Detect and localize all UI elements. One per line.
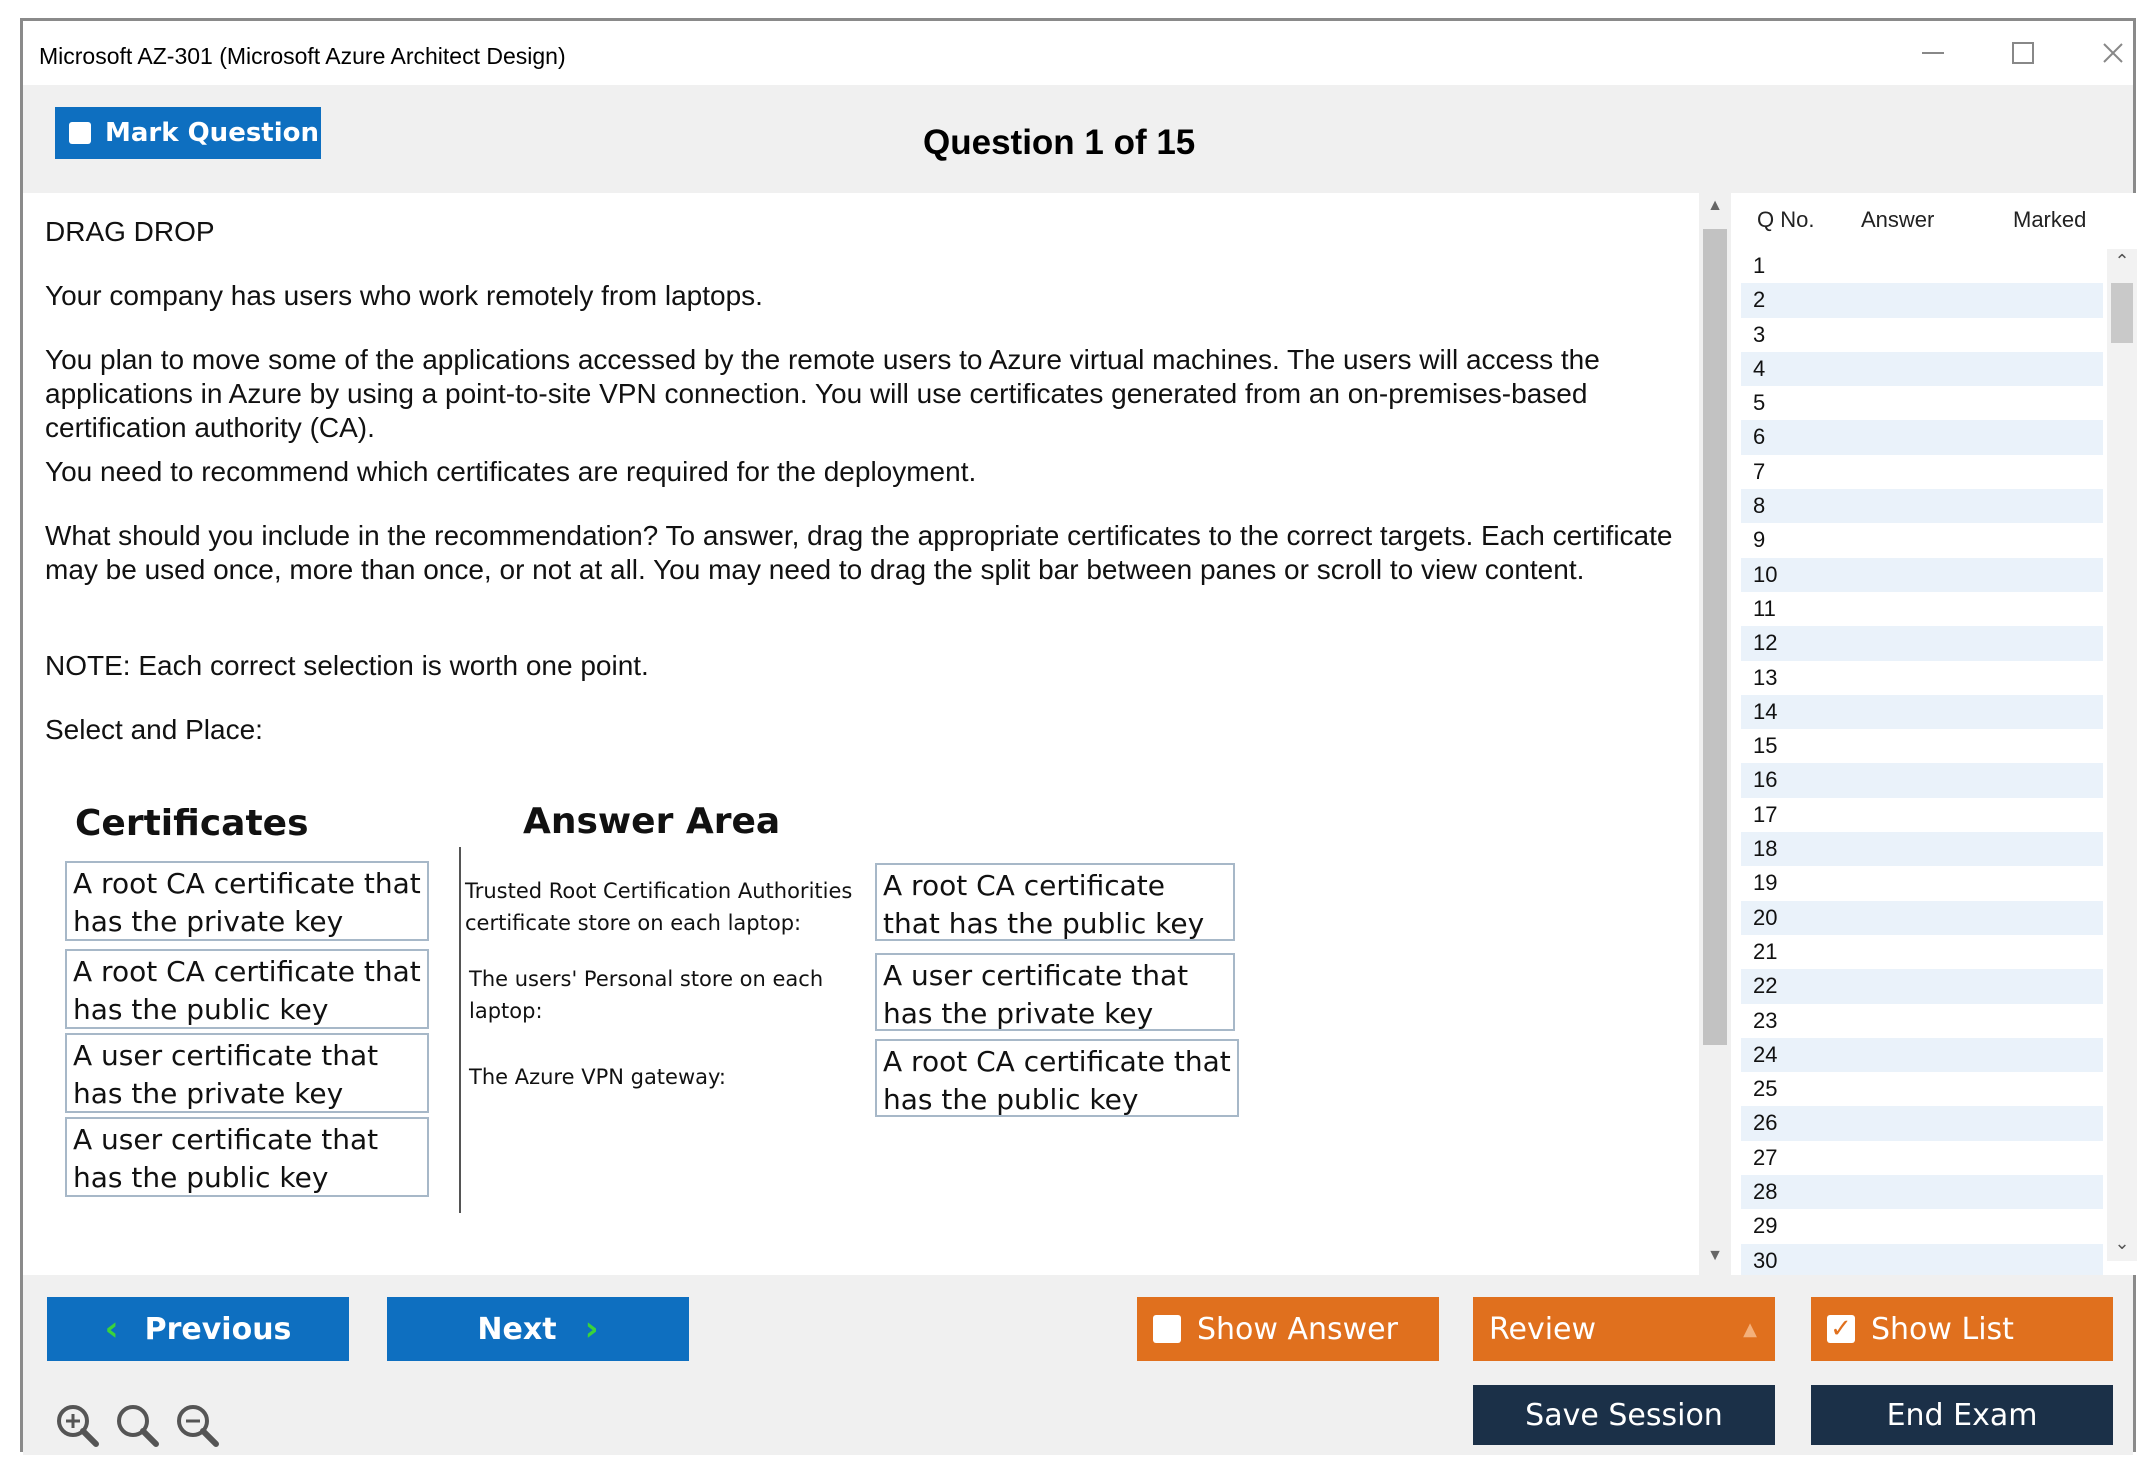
question-list-row[interactable]: 21 xyxy=(1753,938,1778,964)
question-list-row[interactable]: 30 xyxy=(1741,1244,2103,1278)
checkbox-icon xyxy=(69,122,91,144)
scroll-down-icon[interactable]: ▼ xyxy=(1707,1247,1723,1264)
question-type: DRAG DROP xyxy=(45,216,215,247)
question-paragraph: Your company has users who work remotely from laptops. xyxy=(45,280,763,311)
previous-label: Previous xyxy=(144,1311,292,1347)
question-list-row[interactable]: 22 xyxy=(1741,969,2103,1003)
certificate-option[interactable]: A root CA certificate that has the public key xyxy=(65,949,429,1029)
title-bar xyxy=(23,21,2133,85)
content-scrollbar[interactable] xyxy=(1699,193,1731,1275)
chevron-right-icon: › xyxy=(584,1309,599,1349)
question-list-row[interactable]: 12 xyxy=(1741,626,2103,660)
next-button[interactable] xyxy=(387,1297,689,1361)
target-label: The Azure VPN gateway: xyxy=(469,1065,726,1089)
answer-target-slot[interactable]: A user certificate that has the private key xyxy=(875,953,1235,1031)
target-label: The users' Personal store on each laptop: xyxy=(469,967,824,1023)
question-list-row[interactable]: 4 xyxy=(1741,352,2103,386)
question-list-row[interactable]: 20 xyxy=(1741,901,2103,935)
question-list-row[interactable]: 19 xyxy=(1753,870,1778,896)
footer-bar xyxy=(23,1275,2133,1455)
question-paragraph: You plan to move some of the applications accessed by the remote users to Azure virtual machines. The users will access the applications in Azure by using a point-to-site VPN connection. You will use certificates generated from an on-premises-based certification authority (CA). xyxy=(45,344,1600,443)
mark-question-label: Mark Question xyxy=(105,118,320,148)
marked-column-header: Marked xyxy=(2013,207,2087,232)
question-paragraph: You need to recommend which certificates are required for the deployment. xyxy=(45,456,977,487)
question-title: Question 1 of 15 xyxy=(923,123,1196,162)
chevron-left-icon: ‹ xyxy=(104,1309,119,1349)
question-list-row[interactable]: 28 xyxy=(1741,1175,2103,1209)
end-exam-label: End Exam xyxy=(1886,1397,2038,1433)
maximize-button[interactable] xyxy=(1993,33,2053,73)
answer-target-slot[interactable]: A root CA certificate that has the public key xyxy=(875,863,1235,941)
question-list-row[interactable]: 14 xyxy=(1741,695,2103,729)
question-list-row[interactable]: 23 xyxy=(1753,1007,1778,1033)
question-list-row[interactable]: 15 xyxy=(1753,733,1778,759)
answer-area-divider xyxy=(459,847,461,1213)
question-paragraph: NOTE: Each correct selection is worth one point. xyxy=(45,650,649,681)
next-label: Next xyxy=(477,1311,557,1347)
zoom-out-icon[interactable] xyxy=(173,1401,221,1449)
qno-column-header: Q No. xyxy=(1757,207,1815,232)
show-list-button[interactable] xyxy=(1811,1297,2113,1361)
chevron-up-icon[interactable]: ⌃ xyxy=(2114,251,2130,271)
question-list-row[interactable]: 24 xyxy=(1741,1038,2103,1072)
answer-column-header: Answer xyxy=(1861,207,1935,232)
question-list-header xyxy=(1731,193,2139,243)
question-list-row[interactable]: 13 xyxy=(1753,664,1778,690)
review-button[interactable] xyxy=(1473,1297,1775,1361)
question-list-row[interactable]: 25 xyxy=(1753,1076,1778,1102)
close-button[interactable] xyxy=(2083,33,2143,73)
minimize-button[interactable] xyxy=(1903,33,1963,73)
question-paragraph: Select and Place: xyxy=(45,714,263,745)
question-list-row[interactable]: 18 xyxy=(1741,832,2103,866)
question-list-row[interactable]: 5 xyxy=(1753,390,1766,416)
question-list-row[interactable]: 16 xyxy=(1741,763,2103,797)
window-title: Microsoft AZ-301 (Microsoft Azure Architect Design) xyxy=(39,43,566,69)
answer-area-title: Answer Area xyxy=(523,801,781,842)
target-label: Trusted Root Certification Authorities certificate store on each laptop: xyxy=(465,879,853,935)
question-paragraph: What should you include in the recommendation? To answer, drag the appropriate certificates to the correct targets. Each certificate may be used once, more than once, or not at all. You may need to drag the split bar between panes or scroll to view content. xyxy=(45,520,1673,585)
save-session-button[interactable] xyxy=(1473,1385,1775,1445)
chevron-down-icon[interactable]: ⌄ xyxy=(2114,1233,2130,1253)
question-list-row[interactable]: 1 xyxy=(1753,253,1766,278)
question-list-rows xyxy=(1741,249,2103,1278)
review-label: Review xyxy=(1489,1311,1597,1347)
question-list-row[interactable]: 17 xyxy=(1753,801,1778,827)
question-list-row[interactable]: 8 xyxy=(1741,489,2103,523)
app-window xyxy=(20,18,2136,1452)
maximize-icon xyxy=(2012,42,2034,64)
question-header xyxy=(23,85,2133,193)
minimize-icon xyxy=(1922,52,1944,54)
question-list-row[interactable]: 3 xyxy=(1753,321,1766,347)
close-icon xyxy=(2101,41,2125,65)
show-list-label: Show List xyxy=(1871,1311,2014,1347)
scrollbar-thumb[interactable] xyxy=(1703,229,1727,1045)
question-list-row[interactable]: 7 xyxy=(1753,458,1766,484)
checkbox-icon xyxy=(1153,1315,1181,1343)
list-scrollbar[interactable] xyxy=(2107,249,2137,1261)
question-list-row[interactable]: 2 xyxy=(1741,283,2103,317)
question-list-row[interactable]: 11 xyxy=(1753,595,1776,621)
checkbox-checked-icon: ✓ xyxy=(1827,1315,1855,1343)
question-list-panel xyxy=(1731,193,2139,1275)
show-answer-label: Show Answer xyxy=(1197,1311,1398,1347)
zoom-reset-icon[interactable] xyxy=(113,1401,161,1449)
answer-target-slot[interactable]: A root CA certificate that has the public key xyxy=(875,1039,1239,1117)
question-list-row[interactable]: 27 xyxy=(1753,1144,1778,1170)
previous-button[interactable] xyxy=(47,1297,349,1361)
zoom-in-icon[interactable] xyxy=(53,1401,101,1449)
show-answer-button[interactable] xyxy=(1137,1297,1439,1361)
certificate-option[interactable]: A user certificate that has the private key xyxy=(65,1033,429,1113)
question-list-row[interactable]: 26 xyxy=(1741,1106,2103,1140)
question-list-row[interactable]: 9 xyxy=(1753,527,1766,553)
mark-question-button[interactable] xyxy=(55,107,321,159)
list-scrollbar-thumb[interactable] xyxy=(2111,283,2133,343)
certificates-title: Certificates xyxy=(75,803,309,844)
save-session-label: Save Session xyxy=(1525,1397,1723,1433)
scroll-up-icon[interactable]: ▲ xyxy=(1707,197,1723,214)
question-list-row[interactable]: 10 xyxy=(1741,558,2103,592)
end-exam-button[interactable] xyxy=(1811,1385,2113,1445)
certificate-option[interactable]: A root CA certificate that has the private key xyxy=(65,861,429,941)
question-list-row[interactable]: 6 xyxy=(1741,420,2103,454)
certificate-option[interactable]: A user certificate that has the public key xyxy=(65,1117,429,1197)
caret-up-icon: ▲ xyxy=(1743,1318,1757,1340)
question-list-row[interactable]: 29 xyxy=(1753,1213,1778,1239)
